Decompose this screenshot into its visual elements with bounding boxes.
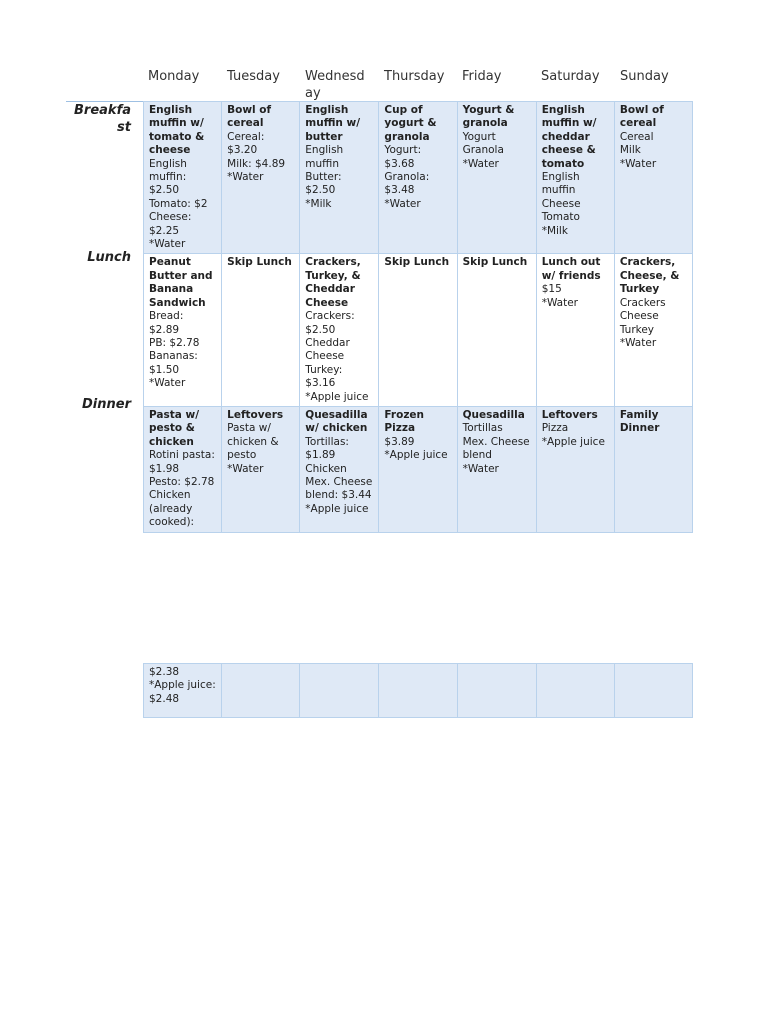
continuation-cell-wednesday xyxy=(300,664,379,718)
breakfast-cell-sunday: Bowl of cereal Cereal Milk *Water xyxy=(614,102,692,254)
continuation-cell-monday: $2.38 *Apple juice: $2.48 xyxy=(144,664,222,718)
breakfast-row xyxy=(144,102,693,254)
lunch-cell-tuesday: Skip Lunch xyxy=(222,254,300,406)
continuation-row xyxy=(144,664,693,718)
breakfast-cell-monday: English muffin w/ tomato & cheese English muffin: $2.50 Tomato: $2 Cheese: $2.25 *Water xyxy=(144,102,222,254)
dinner-cell-monday: Pasta w/ pesto & chicken Rotini pasta: $1.98 Pesto: $2.78 Chicken (already cooked): xyxy=(144,406,222,532)
continuation-cell-sunday xyxy=(614,664,692,718)
lunch-cell-sunday: Crackers, Cheese, & Turkey Crackers Cheese Turkey *Water xyxy=(614,254,692,406)
dinner-cell-thursday: Frozen Pizza $3.89 *Apple juice xyxy=(379,406,457,532)
breakfast-cell-thursday: Cup of yogurt & granola Yogurt: $3.68 Granola: $3.48 *Water xyxy=(379,102,457,254)
breakfast-cell-saturday: English muffin w/ cheddar cheese & tomato English muffin Cheese Tomato *Milk xyxy=(536,102,614,254)
row-label-dinner: Dinner xyxy=(82,397,131,412)
breakfast-cell-wednesday: English muffin w/ butter English muffin Butter: $2.50 *Milk xyxy=(300,102,379,254)
lunch-cell-thursday: Skip Lunch xyxy=(379,254,457,406)
breakfast-cell-friday: Yogurt & granola Yogurt Granola *Water xyxy=(457,102,536,254)
day-header-sunday: Sunday xyxy=(620,69,669,84)
row-label-lunch: Lunch xyxy=(87,250,131,265)
dinner-cell-wednesday: Quesadilla w/ chicken Tortillas: $1.89 Chicken Mex. Cheese blend: $3.44 *Apple juice xyxy=(300,406,379,532)
day-header-tuesday: Tuesday xyxy=(227,69,280,84)
lunch-cell-friday: Skip Lunch xyxy=(457,254,536,406)
continuation-cell-friday xyxy=(457,664,536,718)
dinner-row xyxy=(144,406,693,532)
continuation-cell-tuesday xyxy=(222,664,300,718)
dinner-cell-saturday: Leftovers Pizza *Apple juice xyxy=(536,406,614,532)
lunch-row xyxy=(144,254,693,406)
lunch-cell-saturday: Lunch out w/ friends $15 *Water xyxy=(536,254,614,406)
day-header-thursday: Thursday xyxy=(384,69,445,84)
lunch-cell-wednesday: Crackers, Turkey, & Cheddar Cheese Crackers: $2.50 Cheddar Cheese Turkey: $3.16 *Apple juice xyxy=(300,254,379,406)
day-header-saturday: Saturday xyxy=(541,69,600,84)
row-label-breakfast: Breakfast xyxy=(74,103,131,135)
lunch-cell-monday: Peanut Butter and Banana Sandwich Bread: $2.89 PB: $2.78 Bananas: $1.50 *Water xyxy=(144,254,222,406)
day-header-wednesday: Wednesday xyxy=(305,69,365,101)
continuation-table xyxy=(143,663,693,718)
continuation-cell-saturday xyxy=(536,664,614,718)
breakfast-cell-tuesday: Bowl of cereal Cereal: $3.20 Milk: $4.89 *Water xyxy=(222,102,300,254)
dinner-cell-tuesday: Leftovers Pasta w/ chicken & pesto *Water xyxy=(222,406,300,532)
continuation-cell-thursday xyxy=(379,664,457,718)
dinner-cell-friday: Quesadilla Tortillas Mex. Cheese blend *Water xyxy=(457,406,536,532)
dinner-cell-sunday: Family Dinner xyxy=(614,406,692,532)
day-header-monday: Monday xyxy=(148,69,200,84)
day-header-friday: Friday xyxy=(462,69,502,84)
meal-plan-table xyxy=(143,101,693,533)
